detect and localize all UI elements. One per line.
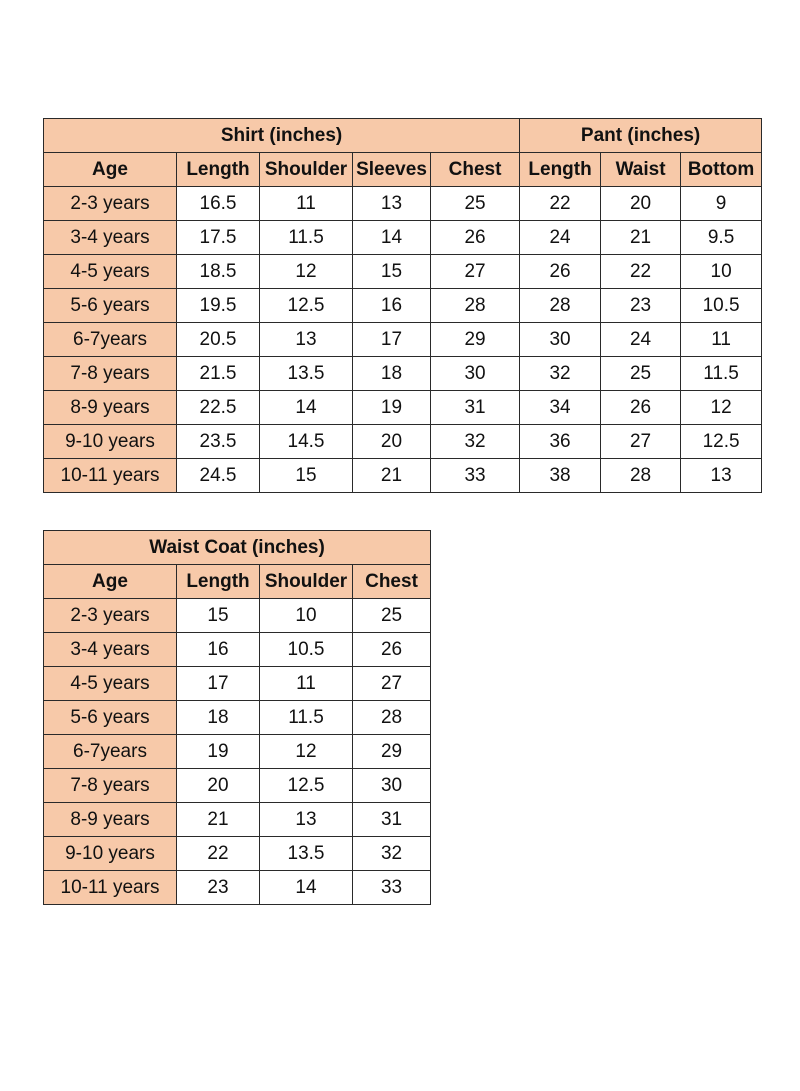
- table-cell: 21: [601, 221, 681, 255]
- table-row: [44, 425, 762, 459]
- age-cell: 2-3 years: [44, 599, 177, 633]
- table-row: [44, 769, 431, 803]
- table-cell: 32: [520, 357, 601, 391]
- table-cell: 24: [601, 323, 681, 357]
- age-cell: 2-3 years: [44, 187, 177, 221]
- column-header-row: [44, 565, 431, 599]
- table-cell: 12: [260, 255, 353, 289]
- table-cell: 11.5: [681, 357, 762, 391]
- table-cell: 30: [431, 357, 520, 391]
- shirt-pant-body: [44, 187, 762, 493]
- table-cell: 21.5: [177, 357, 260, 391]
- table-row: [44, 633, 431, 667]
- table-cell: 22: [177, 837, 260, 871]
- table-cell: 33: [431, 459, 520, 493]
- table-cell: 13.5: [260, 837, 353, 871]
- table-cell: 26: [353, 633, 431, 667]
- table-cell: 19.5: [177, 289, 260, 323]
- table-cell: 33: [353, 871, 431, 905]
- table-cell: 24.5: [177, 459, 260, 493]
- table-cell: 17: [177, 667, 260, 701]
- table-row: [44, 459, 762, 493]
- table-cell: 27: [353, 667, 431, 701]
- table-cell: 23: [177, 871, 260, 905]
- column-header-age: Age: [44, 153, 177, 187]
- table-cell: 14.5: [260, 425, 353, 459]
- table-cell: 23.5: [177, 425, 260, 459]
- table-cell: 38: [520, 459, 601, 493]
- table-cell: 11.5: [260, 701, 353, 735]
- table-cell: 13: [681, 459, 762, 493]
- table-cell: 14: [353, 221, 431, 255]
- table-cell: 24: [520, 221, 601, 255]
- shirt-group-title: Shirt (inches): [44, 119, 520, 153]
- table-row: [44, 323, 762, 357]
- table-cell: 21: [353, 459, 431, 493]
- table-cell: 26: [601, 391, 681, 425]
- table-row: [44, 837, 431, 871]
- table-cell: 16: [353, 289, 431, 323]
- column-header-chest: Chest: [353, 565, 431, 599]
- table-cell: 20: [353, 425, 431, 459]
- table-cell: 34: [520, 391, 601, 425]
- age-cell: 7-8 years: [44, 357, 177, 391]
- table-row: [44, 221, 762, 255]
- table-cell: 32: [353, 837, 431, 871]
- column-header-length: Length: [177, 565, 260, 599]
- age-cell: 3-4 years: [44, 221, 177, 255]
- table-cell: 22: [520, 187, 601, 221]
- table-row: [44, 871, 431, 905]
- column-header-shirt-shoulder: Shoulder: [260, 153, 353, 187]
- table-cell: 10.5: [260, 633, 353, 667]
- shirt-pant-size-table: [43, 118, 762, 493]
- group-header-row: [44, 119, 762, 153]
- age-cell: 5-6 years: [44, 701, 177, 735]
- age-cell: 3-4 years: [44, 633, 177, 667]
- table-cell: 28: [431, 289, 520, 323]
- column-header-pant-waist: Waist: [601, 153, 681, 187]
- table-row: [44, 255, 762, 289]
- table-cell: 13.5: [260, 357, 353, 391]
- table-cell: 10: [260, 599, 353, 633]
- table-cell: 11: [260, 667, 353, 701]
- table-cell: 13: [353, 187, 431, 221]
- table-cell: 27: [601, 425, 681, 459]
- table-row: [44, 391, 762, 425]
- table-cell: 19: [353, 391, 431, 425]
- table-cell: 28: [601, 459, 681, 493]
- table-cell: 12.5: [681, 425, 762, 459]
- table-cell: 10: [681, 255, 762, 289]
- column-header-shoulder: Shoulder: [260, 565, 353, 599]
- table-row: [44, 187, 762, 221]
- table-cell: 18: [353, 357, 431, 391]
- table-cell: 9: [681, 187, 762, 221]
- table-cell: 14: [260, 871, 353, 905]
- age-cell: 8-9 years: [44, 803, 177, 837]
- column-header-pant-length: Length: [520, 153, 601, 187]
- table-cell: 30: [353, 769, 431, 803]
- table-cell: 15: [353, 255, 431, 289]
- group-header-row: [44, 531, 431, 565]
- table-row: [44, 735, 431, 769]
- table-row: [44, 701, 431, 735]
- table-cell: 31: [431, 391, 520, 425]
- table-cell: 28: [520, 289, 601, 323]
- waistcoat-size-table: [43, 530, 431, 905]
- age-cell: 6-7years: [44, 323, 177, 357]
- table-cell: 25: [601, 357, 681, 391]
- table-cell: 17: [353, 323, 431, 357]
- table-cell: 13: [260, 803, 353, 837]
- age-cell: 7-8 years: [44, 769, 177, 803]
- age-cell: 10-11 years: [44, 459, 177, 493]
- table-cell: 36: [520, 425, 601, 459]
- table-cell: 19: [177, 735, 260, 769]
- table-cell: 14: [260, 391, 353, 425]
- table-cell: 27: [431, 255, 520, 289]
- table-cell: 11: [260, 187, 353, 221]
- age-cell: 4-5 years: [44, 667, 177, 701]
- table-cell: 26: [431, 221, 520, 255]
- table-cell: 32: [431, 425, 520, 459]
- table-cell: 13: [260, 323, 353, 357]
- table-cell: 12.5: [260, 289, 353, 323]
- table-row: [44, 357, 762, 391]
- table-cell: 16: [177, 633, 260, 667]
- table-row: [44, 667, 431, 701]
- table-cell: 22: [601, 255, 681, 289]
- table-cell: 28: [353, 701, 431, 735]
- table-cell: 23: [601, 289, 681, 323]
- table-cell: 12.5: [260, 769, 353, 803]
- waistcoat-body: [44, 599, 431, 905]
- table-cell: 9.5: [681, 221, 762, 255]
- column-header-shirt-sleeves: Sleeves: [353, 153, 431, 187]
- column-header-shirt-length: Length: [177, 153, 260, 187]
- table-cell: 20: [601, 187, 681, 221]
- column-header-pant-bottom: Bottom: [681, 153, 762, 187]
- table-cell: 12: [681, 391, 762, 425]
- table-cell: 29: [353, 735, 431, 769]
- column-header-age: Age: [44, 565, 177, 599]
- age-cell: 4-5 years: [44, 255, 177, 289]
- table-cell: 15: [177, 599, 260, 633]
- table-cell: 25: [431, 187, 520, 221]
- table-cell: 25: [353, 599, 431, 633]
- table-cell: 12: [260, 735, 353, 769]
- column-header-row: [44, 153, 762, 187]
- age-cell: 9-10 years: [44, 837, 177, 871]
- age-cell: 5-6 years: [44, 289, 177, 323]
- table-row: [44, 599, 431, 633]
- pant-group-title: Pant (inches): [520, 119, 762, 153]
- table-cell: 10.5: [681, 289, 762, 323]
- table-cell: 16.5: [177, 187, 260, 221]
- table-row: [44, 289, 762, 323]
- table-cell: 20: [177, 769, 260, 803]
- age-cell: 6-7years: [44, 735, 177, 769]
- table-cell: 26: [520, 255, 601, 289]
- table-cell: 31: [353, 803, 431, 837]
- table-cell: 30: [520, 323, 601, 357]
- table-cell: 29: [431, 323, 520, 357]
- table-cell: 18.5: [177, 255, 260, 289]
- column-header-shirt-chest: Chest: [431, 153, 520, 187]
- table-cell: 11.5: [260, 221, 353, 255]
- table-cell: 21: [177, 803, 260, 837]
- age-cell: 10-11 years: [44, 871, 177, 905]
- table-cell: 17.5: [177, 221, 260, 255]
- table-cell: 11: [681, 323, 762, 357]
- table-cell: 15: [260, 459, 353, 493]
- waistcoat-group-title: Waist Coat (inches): [44, 531, 431, 565]
- table-cell: 18: [177, 701, 260, 735]
- table-cell: 20.5: [177, 323, 260, 357]
- age-cell: 8-9 years: [44, 391, 177, 425]
- table-row: [44, 803, 431, 837]
- age-cell: 9-10 years: [44, 425, 177, 459]
- table-cell: 22.5: [177, 391, 260, 425]
